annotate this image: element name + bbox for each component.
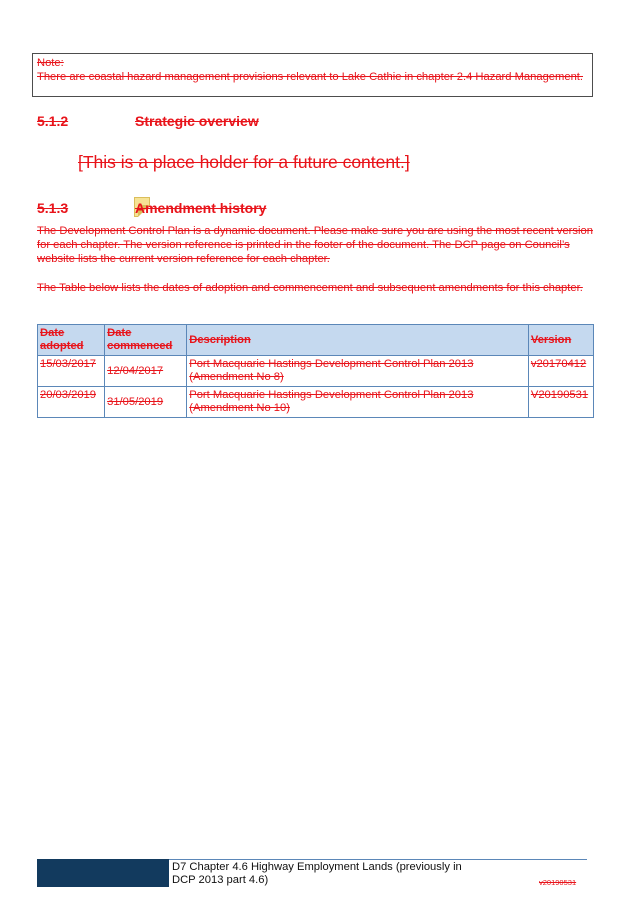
cell-date-adopted: 20/03/2019 — [38, 387, 105, 418]
footer-color-bar — [37, 859, 169, 887]
paragraph-dynamic-document: The Development Control Plan is a dynamic document. Please make sure you are using the most recent version for each chapter. The version reference is printed in the footer of the document. The DCP page on Council’s website lists the current version reference for each chapter. — [37, 225, 593, 265]
placeholder-text: [This is a place holder for a future content.] — [78, 152, 410, 172]
table-row — [38, 356, 594, 387]
footer-chapter-title: D7 Chapter 4.6 Highway Employment Lands (previously in DCP 2013 part 4.6) — [172, 861, 462, 886]
table-header-row — [38, 325, 594, 356]
table-row — [38, 387, 594, 418]
note-box — [32, 53, 593, 97]
footer-rule — [169, 859, 587, 860]
heading-strategic-overview — [37, 112, 337, 130]
section-title: Amendment history — [135, 200, 267, 216]
cell-date-commenced: 12/04/2017 — [105, 356, 187, 387]
section-number: 5.1.3 — [37, 200, 69, 216]
cell-description: Port Macquarie Hastings Development Control Plan 2013 (Amendment No 8) — [187, 356, 529, 387]
note-title: Note: — [37, 57, 64, 69]
cell-date-commenced: 31/05/2019 — [105, 387, 187, 418]
footer-version: v20190531 — [539, 878, 577, 887]
note-text: There are coastal hazard management provisions relevant to Lake Cathie in chapter 2.4 Hazard Management. — [37, 71, 584, 83]
header-description: Description — [187, 325, 529, 356]
cell-version: v20170412 — [528, 356, 593, 387]
header-date-commenced: Date commenced — [105, 325, 187, 356]
paragraph-table-intro: The Table below lists the dates of adoption and commencement and subsequent amendments for this chapter. — [37, 282, 583, 294]
section-title: Strategic overview — [135, 113, 259, 129]
amendment-table — [37, 324, 594, 418]
cell-description: Port Macquarie Hastings Development Control Plan 2013 (Amendment No 10) — [187, 387, 529, 418]
cell-date-adopted: 15/03/2017 — [38, 356, 105, 387]
header-version: Version — [528, 325, 593, 356]
cell-version: V20190531 — [528, 387, 593, 418]
header-date-adopted: Date adopted — [38, 325, 105, 356]
section-number: 5.1.2 — [37, 113, 69, 129]
heading-amendment-history — [37, 199, 337, 217]
